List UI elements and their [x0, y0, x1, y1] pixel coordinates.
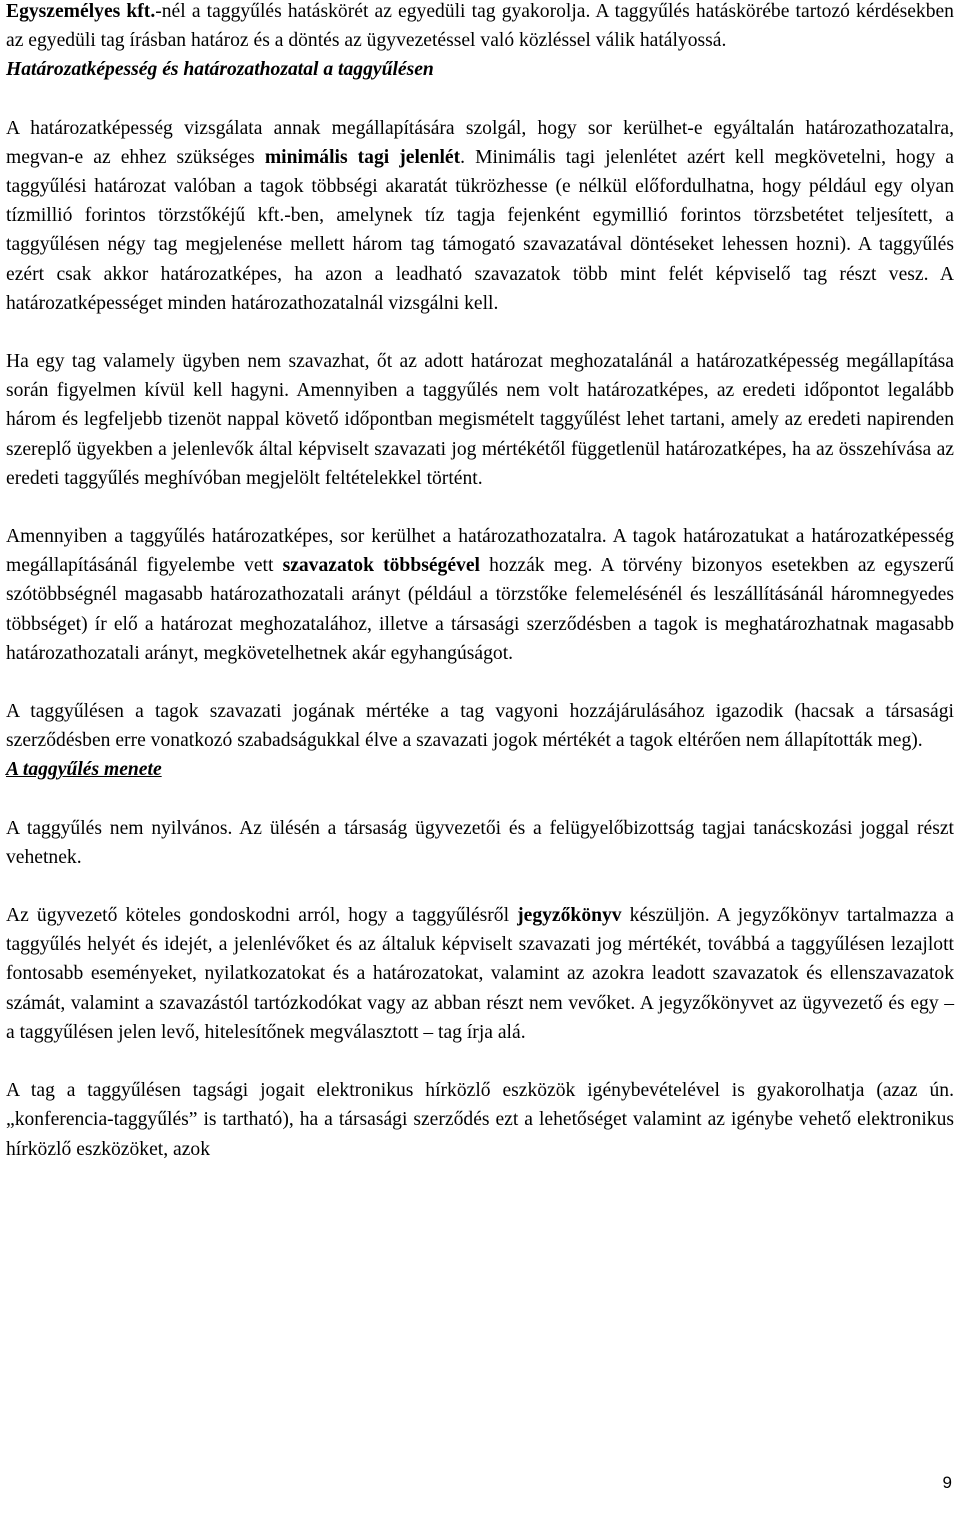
paragraph-text: Az ügyvezető köteles gondoskodni arról, hogy a taggyűlésről	[6, 905, 518, 927]
bold-term: minimális tagi jelenlét	[264, 146, 461, 168]
paragraph-electronic-meeting: A tag a taggyűlésen tagsági jogait elektronikus hírközlő eszközök igénybevételével is gyakorolhatja (azaz ún. „konferencia-taggyűlés” is tartható), ha a társasági szerződés ezt a lehetőséget valamint az igénybe vehető elektronikus hírközlő eszközöket, azok	[6, 1080, 954, 1160]
paragraph-majority	[6, 522, 954, 668]
paragraph-text: . Minimális tagi jelenlétet azért kell megkövetelni, hogy a taggyűlési határozat valóban a tagok többségi akaratát tükrözhesse (e nélkül előfordulhatna, hogy például egy olyan tízmillió forintos törzstőkéjű kft.-ben, amelynek tíz tagja fejenként egymillió forintos törzsbetétet teljesített, a taggyűlésen négy tag megjelenése mellett három tag támogató szavazatával döntéseket lehessen hozni). A taggyűlés ezért csak akkor határozatképes, ha azon a leadható szavazatok több mint felét képviselő tag részt vesz. A határozatképességet minden határozathozatalnál vizsgálni kell.	[6, 146, 954, 314]
paragraph-quorum	[6, 114, 954, 318]
bold-term: jegyzőkönyv	[517, 905, 622, 927]
paragraph-text: A határozatképesség vizsgálata annak megállapítására szolgál, hogy sor kerülhet-e egyáltalán határozathozatalra, megvan-e az ehhez szükséges	[6, 117, 954, 168]
section-heading-quorum: Határozatképesség és határozathozatal a taggyűlésen	[6, 59, 434, 81]
paragraph-text: Amennyiben a taggyűlés határozatképes, sor kerülhet a határozathozatalra. A tagok határozatukat a határozatképesség megállapításánál figyelembe vett	[6, 526, 954, 577]
section-heading-procedure: A taggyűlés menete	[6, 759, 162, 781]
paragraph-minutes	[6, 901, 954, 1047]
paragraph-voting-rights: A taggyűlésen a tagok szavazati jogának mértéke a tag vagyoni hozzájárulásához igazodik (hacsak a társasági szerződésben erre vonatkozó szabadságukkal élve a szavazati jogok mértékét a tagok eltérően nem állapították meg).	[6, 701, 954, 752]
paragraph-text: hozzák meg. A törvény bizonyos esetekben az egyszerű szótöbbségnél magasabb határozathozatali arányt (például a törzstőke felemelésénél és leszállításánál háromnegyedes többséget) ír elő a határozat meghozatalához, illetve a társasági szerződésben a tagok is meghatározhatnak magasabb határozathozatali arányt, megkövetelhetnek akár egyhangúságot.	[6, 555, 954, 664]
paragraph-sole-member	[6, 0, 954, 55]
page-number: 9	[942, 1473, 952, 1492]
paragraph-text: -nél a taggyűlés hatáskörét az egyedüli tag gyakorolja. A taggyűlés hatáskörébe tartozó kérdésekben az egyedüli tag írásban határoz és a döntés az ügyvezetéssel való közléssel válik hatályossá.	[6, 1, 954, 52]
paragraph-repeated-meeting: Ha egy tag valamely ügyben nem szavazhat, őt az adott határozat meghozatalánál a határozatképesség megállapítása során figyelmen kívül kell hagyni. Amennyiben a taggyűlés nem volt határozatképes, az eredeti időpontot legalább három és legfeljebb tizenöt nappal követő időpontban megismételt taggyűlést lehet tartani, amely az eredeti napirenden szereplő ügyekben a jelenlevők által képviselt szavazati jog mértékétől függetlenül határozatképes, ha az összehívása az eredeti taggyűlés meghívóban megjelölt feltételekkel történt.	[6, 351, 954, 489]
paragraph-not-public: A taggyűlés nem nyilvános. Az ülésén a társaság ügyvezetői és a felügyelőbizottság tagjai tanácskozási joggal részt vehetnek.	[6, 817, 954, 868]
paragraph-text: készüljön. A jegyzőkönyv tartalmazza a taggyűlés helyét és idejét, a jelenlévőket és az általuk képviselt szavazati jog mértékét, továbbá a taggyűlésen lezajlott fontosabb eseményeket, nyilatkozatokat és a határozatokat, valamint az azokra leadott szavazatok és ellenszavazatok számát, valamint a szavazástól tartózkodókat vagy az abban részt nem vevőket. A jegyzőkönyvet az ügyvezető és egy – a taggyűlésen jelen levő, hitelesítőnek megválasztott – tag írja alá.	[6, 905, 954, 1043]
bold-term: Egyszemélyes kft.	[6, 1, 156, 22]
bold-term: szavazatok többségével	[282, 555, 480, 577]
document-page	[6, 0, 954, 1164]
